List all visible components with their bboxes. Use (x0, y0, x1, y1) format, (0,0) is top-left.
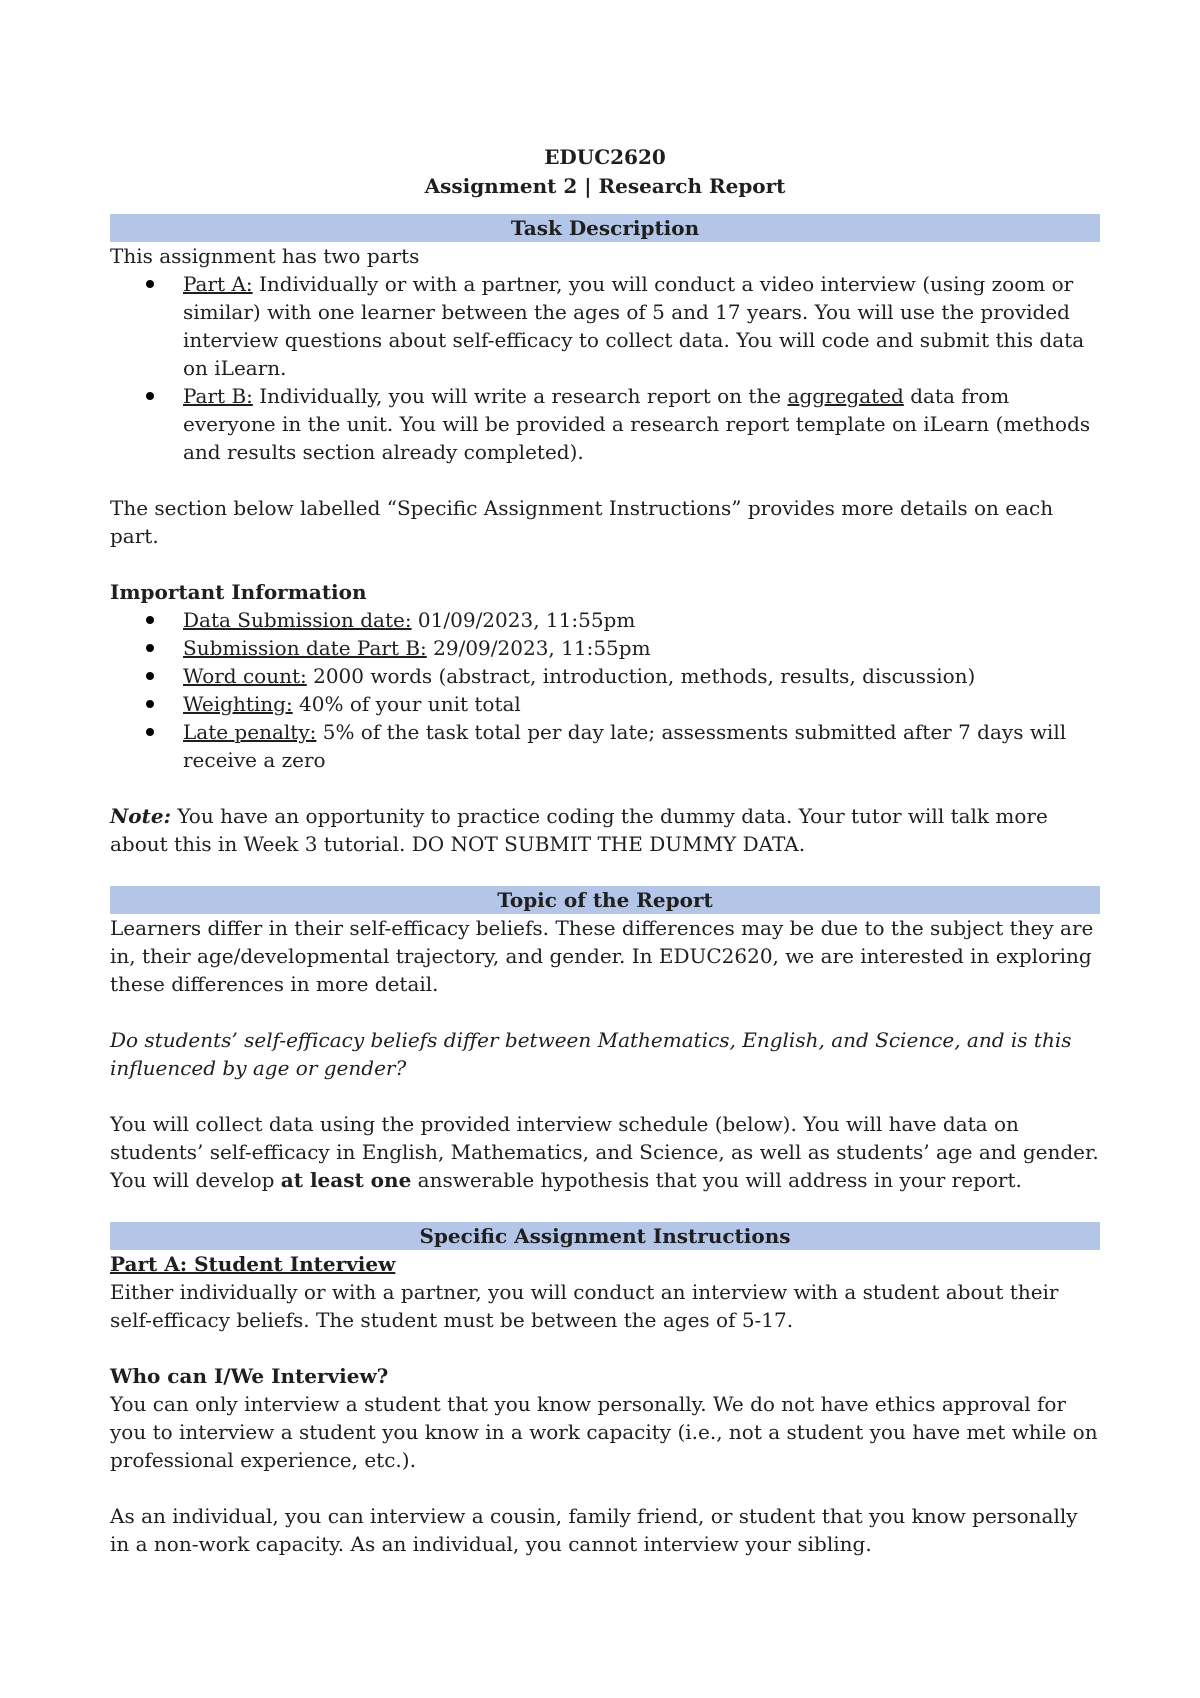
list-item (110, 606, 1100, 634)
spacer (110, 1194, 1100, 1222)
part-a-heading: Part A: Student Interview (110, 1252, 396, 1276)
spacer (110, 774, 1100, 802)
assignment-title: Assignment 2 | Research Report (424, 174, 786, 198)
topic-intro: Learners differ in their self-efficacy beliefs. These differences may be due to the subject they are in, their age/developmental trajectory, and gender. In EDUC2620, we are interested in exploring these differences in more detail. (110, 916, 1094, 996)
note-label: Note: (110, 804, 171, 828)
course-code: EDUC2620 (544, 145, 666, 169)
list-item (110, 662, 1100, 690)
list-item (110, 690, 1100, 718)
info-label: Late penalty: (183, 720, 317, 744)
bullet-icon (146, 280, 154, 288)
part-b-underlined: aggregated (787, 384, 904, 408)
bullet-icon (146, 700, 154, 708)
important-info-list (110, 606, 1100, 774)
section-band-topic: Topic of the Report (110, 886, 1100, 914)
bullet-icon (146, 644, 154, 652)
dummy-data-note (110, 802, 1100, 858)
info-value: 01/09/2023, 11:55pm (411, 608, 636, 632)
note-text: You have an opportunity to practice coding the dummy data. Your tutor will talk more about this in Week 3 tutorial. DO NOT SUBMIT THE DUMMY DATA. (110, 804, 1048, 856)
spacer (110, 550, 1100, 578)
research-question: Do students’ self-efficacy beliefs differ between Mathematics, English, and Science, and is this influenced by age or gender? (110, 1028, 1072, 1080)
section-reference-note: The section below labelled “Specific Assignment Instructions” provides more details on each part. (110, 496, 1054, 548)
document-body (110, 143, 1100, 1558)
info-label: Data Submission date: (183, 608, 412, 632)
info-value: 2000 words (abstract, introduction, methods, results, discussion) (306, 664, 976, 688)
spacer (110, 1474, 1100, 1502)
part-a-label: Part A: (183, 272, 253, 296)
important-info-heading: Important Information (110, 580, 367, 604)
bullet-icon (146, 392, 154, 400)
part-b-text-after: data from everyone in the unit. You will be provided a research report template on iLearn (methods and results section already completed). (183, 384, 1091, 464)
list-item-part-b (110, 382, 1100, 466)
collect-text-after: answerable hypothesis that you will address in your report. (411, 1168, 1022, 1192)
bullet-icon (146, 728, 154, 736)
spacer (110, 1082, 1100, 1110)
list-item-part-a (110, 270, 1100, 382)
info-label: Word count: (183, 664, 307, 688)
info-value: 40% of your unit total (292, 692, 521, 716)
list-item (110, 634, 1100, 662)
info-label: Weighting: (183, 692, 293, 716)
part-b-label: Part B: (183, 384, 253, 408)
who-text: You can only interview a student that you know personally. We do not have ethics approval for you to interview a student you know in a work capacity (i.e., not a student you have met while on professional experience, etc.). (110, 1392, 1098, 1472)
collect-text-before: You will collect data using the provided interview schedule (below). You will have data on students’ self-efficacy in English, Mathematics, and Science, as well as students’ age and gender. You will develop (110, 1112, 1099, 1192)
data-collection-text (110, 1110, 1100, 1194)
spacer (110, 1334, 1100, 1362)
info-label: Submission date Part B: (183, 636, 427, 660)
part-a-description: Either individually or with a partner, you will conduct an interview with a student about their self-efficacy beliefs. The student must be between the ages of 5-17. (110, 1280, 1059, 1332)
part-a-text: Individually or with a partner, you will conduct a video interview (using zoom or similar) with one learner between the ages of 5 and 17 years. You will use the provided interview questions about self-efficacy to collect data. You will code and submit this data on iLearn. (183, 272, 1085, 380)
spacer (110, 998, 1100, 1026)
section-band-task-description: Task Description (110, 214, 1100, 242)
part-b-text-before: Individually, you will write a research report on the (252, 384, 788, 408)
bullet-icon (146, 616, 154, 624)
individual-text: As an individual, you can interview a cousin, family friend, or student that you know personally in a non-work capacity. As an individual, you cannot interview your sibling. (110, 1504, 1078, 1556)
section-band-instructions: Specific Assignment Instructions (110, 1222, 1100, 1250)
who-heading: Who can I/We Interview? (110, 1364, 389, 1388)
spacer (110, 466, 1100, 494)
list-item (110, 718, 1100, 774)
bullet-icon (146, 672, 154, 680)
info-value: 29/09/2023, 11:55pm (426, 636, 651, 660)
task-intro: This assignment has two parts (110, 244, 420, 268)
spacer (110, 858, 1100, 886)
info-value: 5% of the task total per day late; assessments submitted after 7 days will receive a zero (183, 720, 1067, 772)
collect-text-bold: at least one (280, 1168, 412, 1192)
parts-list (110, 270, 1100, 466)
